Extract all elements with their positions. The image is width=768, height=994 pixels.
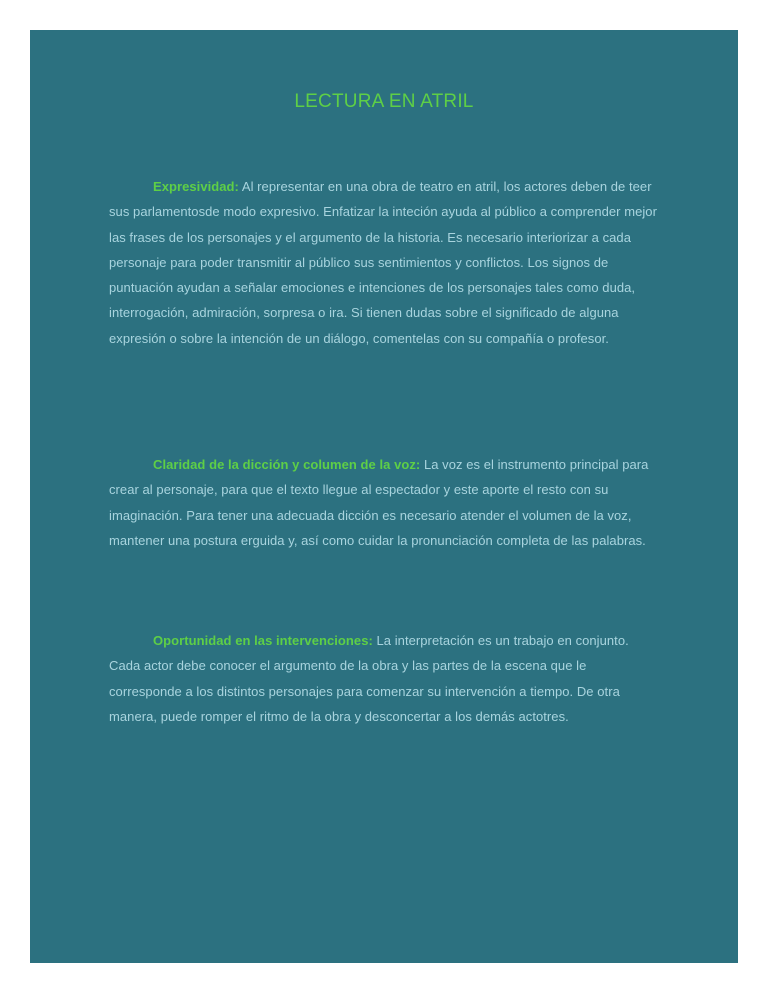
section-expresividad: [109, 174, 661, 351]
section-body: La voz es el instrumento principal para crear al personaje, para que el texto llegue al espectador y este aporte el resto con su imaginación. Para tener una adecuada dicción es necesario atender el volumen de la voz, mantener una postura erguida y, así como cuidar la pronunciación completa de las palabras.: [109, 457, 649, 548]
section-heading: Expresividad:: [153, 179, 239, 194]
section-body: La interpretación es un trabajo en conjunto. Cada actor debe conocer el argumento de la obra y las partes de la escena que le corresponde a los distintos personajes para comenzar su intervención a tiempo. De otra manera, puede romper el ritmo de la obra y desconcertar a los demás actotres.: [109, 633, 629, 724]
section-oportunidad: [109, 628, 661, 729]
page-title: LECTURA EN ATRIL: [294, 91, 474, 112]
section-claridad-diccion: [109, 452, 661, 553]
section-heading: Oportunidad en las intervenciones:: [153, 633, 373, 648]
section-heading: Claridad de la dicción y columen de la voz:: [153, 457, 421, 472]
section-body: Al representar en una obra de teatro en atril, los actores deben de teer sus parlamentosde modo expresivo. Enfatizar la inteción ayuda al público a comprender mejor las frases de los personajes y el argumento de la historia. Es necesario interiorizar a cada personaje para poder transmitir al público sus sentimientos y conflictos. Los signos de puntuación ayudan a señalar emociones e intenciones de los personajes tales como duda, interrogación, admiración, sorpresa o ira. Si tienen dudas sobre el significado de alguna expresión o sobre la intención de un diálogo, comentelas con su compañía o profesor.: [109, 179, 657, 346]
document-page: [30, 30, 738, 963]
